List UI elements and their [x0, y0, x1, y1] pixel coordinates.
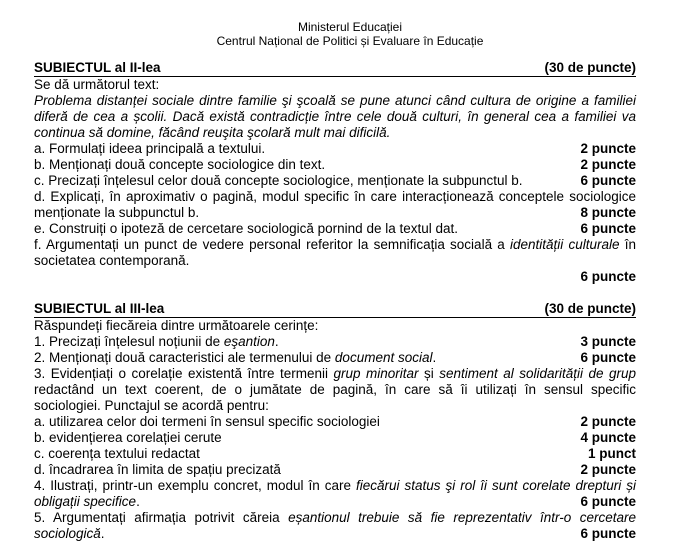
question-item-d-line1: d. Explicați, în aproximativ o pagină, modul specific în care interacționează conceptele sociologice: [34, 189, 636, 204]
question-item-f-line2: societatea contemporană.: [34, 253, 190, 268]
item-points: 2 puncte: [580, 141, 636, 156]
question-item-d-line2: menționate la subpunctul b. 8 puncte: [34, 205, 636, 220]
question-item-f-line1: f. Argumentați un punct de vedere personal referitor la semnificația socială a identității culturale în: [34, 237, 637, 252]
question-item-3-line3: sociologiei. Punctajul se acordă pentru:: [34, 398, 269, 413]
item-points: 3 puncte: [580, 334, 636, 349]
item-points: 2 puncte: [580, 414, 636, 429]
question-item-5-line2: sociologică. 6 puncte: [34, 526, 636, 541]
question-item: b. Menționați două concepte sociologice din text. 2 puncte: [34, 157, 636, 172]
criterion-item: d. încadrarea în limita de spațiu precizată 2 puncte: [34, 462, 636, 477]
item-points: 2 puncte: [580, 462, 636, 477]
item-points: 2 puncte: [580, 157, 636, 172]
item-points: 6 puncte: [580, 221, 636, 236]
item-points: 6 puncte: [580, 173, 636, 188]
subject-3-heading: [34, 301, 636, 318]
subject-2-heading: [34, 60, 636, 77]
question-item: 1. Precizați înțelesul noțiunii de eşantion. 3 puncte: [34, 334, 636, 349]
header-ministry: Ministerul Educației: [297, 20, 403, 34]
criterion-item: c. coerența textului redactat 1 punct: [34, 446, 636, 461]
question-item: a. Formulați ideea principală a textului. 2 puncte: [34, 141, 636, 156]
question-item: 2. Menționați două caracteristici ale termenului de document social. 6 puncte: [34, 350, 636, 365]
criterion-item: b. evidențierea corelației cerute 4 puncte: [34, 430, 636, 445]
subject-3-title: SUBIECTUL al III-lea: [34, 301, 165, 316]
criterion-item: a. utilizarea celor doi termeni în sensul specific sociologiei 2 puncte: [34, 414, 636, 429]
header-center: Centrul Național de Politici și Evaluare în Educație: [216, 34, 484, 48]
subject-2-intro: Se dă următorul text:: [34, 77, 160, 92]
subject-3-intro: Răspundeți fiecăreia dintre următoarele cerințe:: [34, 318, 319, 333]
item-points: 6 puncte: [580, 494, 636, 509]
subject-2-title: SUBIECTUL al II-lea: [34, 60, 161, 75]
question-item: e. Construiți o ipoteză de cercetare sociologică pornind de la textul dat. 6 puncte: [34, 221, 636, 236]
exam-content: [34, 60, 636, 542]
subject-2-points: (30 de puncte): [544, 60, 636, 75]
question-item-5-line1: 5. Argumentați afirmația potrivit căreia eșantionul trebuie să fie reprezentativ într-o cercetare: [34, 510, 636, 525]
question-item-3-line2: redactând un text coerent, de o jumătate de pagină, în care să îi utilizați în sensul specific: [34, 382, 636, 397]
item-points: 1 punct: [587, 446, 636, 461]
question-item: c. Precizați înțelesul celor două concepte sociologice, menționate la subpunctul b. 6 puncte: [34, 173, 636, 188]
subject-3-points: (30 de puncte): [544, 301, 636, 316]
item-points: 8 puncte: [580, 205, 636, 220]
item-points: 6 puncte: [580, 269, 636, 284]
item-points: 4 puncte: [580, 430, 636, 445]
question-item-4-line2: obligații specifice. 6 puncte: [34, 494, 636, 509]
item-points: 6 puncte: [580, 350, 636, 365]
question-item-f-points: [34, 269, 636, 285]
question-item-3-line1: 3. Evidențiați o corelație existentă între termenii grup minoritar și sentiment al solidarității de grup: [34, 366, 636, 381]
quote-line: continua să domine, făcând reuşita şcolară mult mai dificilă.: [34, 125, 391, 140]
quote-line: diferă de cea a școlii. Dacă există contradicție între cele două culturi, în general cea a familiei va: [34, 109, 636, 124]
quote-line: Problema distanței sociale dintre familie şi şcoală se pune atunci când cultura de origine a familiei: [34, 93, 636, 108]
question-item-4-line1: 4. Ilustrați, printr-un exemplu concret, modul în care fiecărui status şi rol îi sunt corelate drepturi și: [34, 478, 636, 493]
item-points: 6 puncte: [580, 526, 636, 541]
